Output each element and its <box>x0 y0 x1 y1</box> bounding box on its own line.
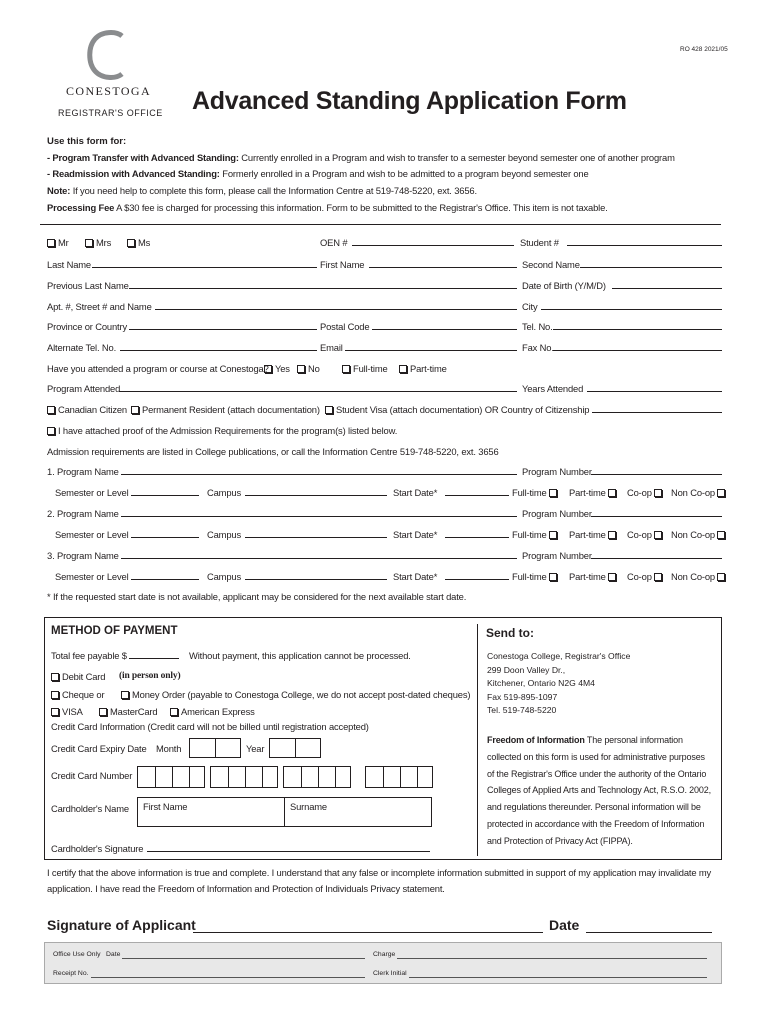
receipt-label: Receipt No. <box>53 970 89 977</box>
start-date-field[interactable] <box>445 529 509 538</box>
certify-line-1: I certify that the above information is true and complete. I understand that any false or incomplete information submitted in support of my application may invalidate my <box>47 867 712 878</box>
program-attended-field[interactable] <box>119 383 517 392</box>
no-checkbox[interactable] <box>297 365 305 373</box>
province-label: Province or Country <box>47 321 127 332</box>
parttime-label: Part-time <box>569 487 606 498</box>
semester-field[interactable] <box>131 571 199 580</box>
fax-label: Fax No. <box>522 342 554 353</box>
noncoop-option[interactable] <box>671 571 728 582</box>
note-bold: Note: <box>47 185 71 196</box>
attended-parttime-option[interactable] <box>399 363 447 374</box>
start-date-field[interactable] <box>445 487 509 496</box>
street-field[interactable] <box>155 301 517 310</box>
mastercard-label: MasterCard <box>110 706 158 717</box>
fee-bold: Processing Fee <box>47 202 115 213</box>
fulltime-label: Full-time <box>512 529 547 540</box>
campus-field[interactable] <box>245 529 387 538</box>
registrar-office: REGISTRAR'S OFFICE <box>58 108 163 118</box>
intro-item-1-bold: - Program Transfer with Advanced Standing: <box>47 152 239 163</box>
program-row <box>47 508 722 522</box>
campus-field[interactable] <box>245 487 387 496</box>
mrs-option[interactable] <box>85 237 111 248</box>
province-field[interactable] <box>129 321 317 330</box>
charge-label: Charge <box>373 951 396 958</box>
fulltime-label: Full-time <box>512 487 547 498</box>
footnote-row <box>47 591 722 605</box>
mrs-checkbox[interactable] <box>85 239 93 247</box>
ms-option[interactable] <box>127 237 150 248</box>
signature-date-field[interactable] <box>586 917 712 933</box>
cc-number-label: Credit Card Number <box>51 770 133 781</box>
ms-checkbox[interactable] <box>127 239 135 247</box>
year-label: Year <box>246 743 265 754</box>
foi-bold: Freedom of Information <box>487 735 585 745</box>
email-field[interactable] <box>345 342 517 351</box>
coop-option[interactable] <box>627 529 665 540</box>
parttime-checkbox[interactable] <box>608 489 616 497</box>
send-to-line: 299 Doon Valley Dr., <box>487 664 566 675</box>
debit-row <box>51 671 726 685</box>
send-to-line: Tel. 519-748-5220 <box>487 705 557 715</box>
cardholder-label: Cardholder's Name <box>51 803 129 814</box>
office-use-box <box>44 942 722 984</box>
cheque-checkbox[interactable] <box>51 691 59 699</box>
foi-line: protected in accordance with the Freedom of Information <box>487 819 705 829</box>
parttime-checkbox[interactable] <box>608 531 616 539</box>
foi-first-line <box>487 735 683 745</box>
country-field[interactable] <box>592 404 722 413</box>
program-number-label: Program Number <box>522 550 592 561</box>
noncoop-label: Non Co-op <box>671 487 715 498</box>
amex-label: American Express <box>181 706 255 717</box>
money-order-label: Money Order (payable to Conestoga College, we do not accept post-dated cheques) <box>132 689 471 700</box>
divider <box>40 224 721 225</box>
permanent-option[interactable] <box>131 404 320 415</box>
noncoop-checkbox[interactable] <box>717 531 725 539</box>
semester-label: Semester or Level <box>55 529 129 540</box>
program-row <box>47 466 722 480</box>
postal-field[interactable] <box>372 321 517 330</box>
cc-info-row <box>51 721 726 735</box>
start-date-field[interactable] <box>445 571 509 580</box>
money-order-checkbox[interactable] <box>121 691 129 699</box>
coop-label: Co-op <box>627 529 652 540</box>
charge-field[interactable] <box>397 951 707 959</box>
years-attended-label: Years Attended <box>522 383 584 394</box>
send-to-line: Kitchener, Ontario N2G 4M4 <box>487 678 595 688</box>
cardholder-surname-box[interactable] <box>284 797 432 827</box>
fee-text: A $30 fee is charged for processing this information. Form to be submitted to the Registrar's Office. This item is not taxable. <box>116 202 608 213</box>
parttime-checkbox[interactable] <box>608 573 616 581</box>
fax-field[interactable] <box>553 342 722 351</box>
intro-item-1-text: Currently enrolled in a Program and wish to transfer to a semester beyond semester one of another program <box>241 152 675 163</box>
clerk-field[interactable] <box>409 970 707 978</box>
foi-line: of the Registrar's Office under the authority of the Ontario <box>487 768 707 779</box>
amex-option[interactable] <box>170 706 255 717</box>
signature-field[interactable] <box>193 917 543 933</box>
amex-checkbox[interactable] <box>170 708 178 716</box>
ms-label: Ms <box>138 237 151 248</box>
proof-row <box>47 425 722 439</box>
date-label: Date <box>549 917 580 933</box>
conestoga-logo-icon <box>86 30 130 80</box>
noncoop-option[interactable] <box>671 529 728 540</box>
program-name-field[interactable] <box>121 550 517 559</box>
cheque-label: Cheque or <box>62 689 105 700</box>
yes-option[interactable] <box>264 363 290 374</box>
street-label: Apt. #, Street # and Name <box>47 301 152 312</box>
cardholder-first-name-label: First Name <box>143 801 188 812</box>
fulltime-label: Full-time <box>512 571 547 582</box>
campus-field[interactable] <box>245 571 387 580</box>
program-number-label: Program Number <box>522 466 592 477</box>
intro-item-1 <box>47 152 675 163</box>
card-type-row <box>51 706 726 720</box>
attended-question: Have you attended a program or course at Conestoga? <box>47 363 269 374</box>
first-name-field[interactable] <box>369 259 517 268</box>
page-title: Advanced Standing Application Form <box>192 87 627 115</box>
cheque-row <box>51 689 726 703</box>
coop-checkbox[interactable] <box>654 489 662 497</box>
visa-card-option[interactable] <box>51 706 83 717</box>
mr-checkbox[interactable] <box>47 239 55 247</box>
program-number-label: Program Number <box>522 508 592 519</box>
money-order-option[interactable] <box>121 689 470 700</box>
street-row <box>47 301 722 315</box>
cc-signature-label: Cardholder's Signature <box>51 843 144 854</box>
title-row <box>47 237 722 251</box>
program-row <box>47 550 722 564</box>
alt-tel-label: Alternate Tel. No. <box>47 342 117 353</box>
foi-line: and regulations thereunder. Personal information will be <box>487 802 701 813</box>
coop-option[interactable] <box>627 487 665 498</box>
mr-option[interactable] <box>47 237 69 248</box>
prev-last-name-field[interactable] <box>129 280 517 289</box>
campus-label: Campus <box>207 487 242 498</box>
campus-label: Campus <box>207 571 242 582</box>
send-to-line: Conestoga College, Registrar's Office <box>487 651 631 661</box>
parttime-option[interactable] <box>569 571 619 582</box>
expiry-month-box[interactable] <box>189 738 241 758</box>
parttime-label: Part-time <box>569 571 606 582</box>
coop-label: Co-op <box>627 571 652 582</box>
send-to-heading: Send to: <box>486 626 534 640</box>
alt-tel-field[interactable] <box>120 342 317 351</box>
cardholder-surname-label: Surname <box>290 801 327 812</box>
city-label: City <box>522 301 538 312</box>
use-form-for: Use this form for: <box>47 136 127 147</box>
debit-option[interactable] <box>51 671 105 682</box>
start-date-label: Start Date* <box>393 487 438 498</box>
canadian-option[interactable] <box>47 404 127 415</box>
attended-row <box>47 363 722 377</box>
program-number-field[interactable] <box>591 466 722 475</box>
intro-item-2-text: Formerly enrolled in a Program and wish to be admitted to a program beyond semester one <box>222 168 589 179</box>
foi-line: collected on this form is used for administrative purposes <box>487 751 705 762</box>
cc-group-2[interactable] <box>210 766 278 788</box>
expiry-label: Credit Card Expiry Date <box>51 743 147 754</box>
city-field[interactable] <box>541 301 722 310</box>
payment-heading: METHOD OF PAYMENT <box>51 625 178 637</box>
parttime-option[interactable] <box>569 487 619 498</box>
total-fee-field[interactable] <box>129 650 179 659</box>
tel-label: Tel. No. <box>522 321 553 332</box>
no-label: No <box>308 363 320 374</box>
noncoop-label: Non Co-op <box>671 529 715 540</box>
fulltime-checkbox[interactable] <box>549 573 557 581</box>
noncoop-option[interactable] <box>671 487 728 498</box>
program-name-field[interactable] <box>121 466 517 475</box>
prev-name-row <box>47 280 722 294</box>
program-detail-row <box>47 529 722 543</box>
semester-field[interactable] <box>131 529 199 538</box>
noncoop-checkbox[interactable] <box>717 573 725 581</box>
note-text: If you need help to complete this form, please call the Information Centre at 519-748-5220, ext. 3656. <box>72 185 477 196</box>
admission-note-row <box>47 446 722 460</box>
intro-item-2 <box>47 168 589 179</box>
fulltime-option[interactable] <box>512 571 560 582</box>
proof-option[interactable] <box>47 425 397 436</box>
program-name-field[interactable] <box>121 508 517 517</box>
coop-option[interactable] <box>627 571 665 582</box>
canadian-label: Canadian Citizen <box>58 404 127 415</box>
signature-label: Signature of Applicant <box>47 917 196 933</box>
dob-label: Date of Birth (Y/M/D) <box>522 280 606 291</box>
proof-label: I have attached proof of the Admission Requirements for the program(s) listed below. <box>58 425 398 436</box>
attended-fulltime-checkbox[interactable] <box>342 365 350 373</box>
receipt-field[interactable] <box>91 970 365 978</box>
alt-tel-row <box>47 342 722 356</box>
yes-checkbox[interactable] <box>264 365 272 373</box>
coop-checkbox[interactable] <box>654 573 662 581</box>
cc-signature-field[interactable] <box>147 843 430 852</box>
email-label: Email <box>320 342 343 353</box>
cheque-option[interactable] <box>51 689 104 700</box>
visa-option[interactable] <box>325 404 589 415</box>
province-row <box>47 321 722 335</box>
student-label: Student # <box>520 237 559 248</box>
program-number-field[interactable] <box>591 550 722 559</box>
cardholder-first-name-box[interactable] <box>137 797 285 827</box>
program-number-field[interactable] <box>591 508 722 517</box>
visa-status-checkbox[interactable] <box>325 406 333 414</box>
semester-field[interactable] <box>131 487 199 496</box>
program-attended-label: Program Attended <box>47 383 121 394</box>
visa-status-label: Student Visa (attach documentation) OR Country of Citizenship <box>336 404 590 415</box>
last-name-label: Last Name <box>47 259 91 270</box>
cc-group-3[interactable] <box>283 766 351 788</box>
parttime-option[interactable] <box>569 529 619 540</box>
semester-label: Semester or Level <box>55 487 129 498</box>
first-name-label: First Name <box>320 259 365 270</box>
attended-parttime-label: Part-time <box>410 363 447 374</box>
certify-line-2: application. I have read the Freedom of Information and Protection of Individuals Privacy statement. <box>47 883 445 894</box>
start-date-footnote: * If the requested start date is not available, applicant may be considered for the next available start date. <box>47 591 467 602</box>
no-option[interactable] <box>297 363 320 374</box>
canadian-checkbox[interactable] <box>47 406 55 414</box>
citizenship-row <box>47 404 722 418</box>
fulltime-option[interactable] <box>512 529 560 540</box>
program-detail-row <box>47 571 722 585</box>
send-to-line: Fax 519-895-1097 <box>487 691 558 702</box>
yes-label: Yes <box>275 363 290 374</box>
visa-card-checkbox[interactable] <box>51 708 59 716</box>
coop-label: Co-op <box>627 487 652 498</box>
program-name-label: 3. Program Name <box>47 550 119 561</box>
name-row <box>47 259 722 273</box>
permanent-checkbox[interactable] <box>131 406 139 414</box>
proof-checkbox[interactable] <box>47 427 55 435</box>
coop-checkbox[interactable] <box>654 531 662 539</box>
second-name-field[interactable] <box>580 259 722 268</box>
years-attended-field[interactable] <box>587 383 722 392</box>
cc-group-1[interactable] <box>137 766 205 788</box>
total-fee-label: Total fee payable $ <box>51 650 127 661</box>
noncoop-checkbox[interactable] <box>717 489 725 497</box>
without-payment-note: Without payment, this application cannot be processed. <box>189 650 411 661</box>
attended-parttime-checkbox[interactable] <box>399 365 407 373</box>
office-date-field[interactable] <box>122 951 365 959</box>
start-date-label: Start Date* <box>393 571 438 582</box>
processing-fee <box>47 202 608 213</box>
expiry-year-box[interactable] <box>269 738 321 758</box>
mr-label: Mr <box>58 237 69 248</box>
logo-name: CONESTOGA <box>66 84 152 98</box>
office-date-label: Date <box>106 951 121 958</box>
permanent-label: Permanent Resident (attach documentation) <box>142 404 320 415</box>
clerk-label: Clerk Initial <box>373 970 407 977</box>
foi-line: and Protection of Privacy Act (FIPPA). <box>487 835 633 846</box>
noncoop-label: Non Co-op <box>671 571 715 582</box>
attended-fulltime-option[interactable] <box>342 363 388 374</box>
program-name-label: 1. Program Name <box>47 466 119 477</box>
intro-item-2-bold: - Readmission with Advanced Standing: <box>47 168 220 179</box>
attended-fulltime-label: Full-time <box>353 363 388 374</box>
second-name-label: Second Name <box>522 259 580 270</box>
in-person-note: (in person only) <box>119 671 181 681</box>
cc-info-label: Credit Card Information (Credit card will not be billed until registration accepted) <box>51 721 369 732</box>
oen-label: OEN # <box>320 237 348 248</box>
tel-field[interactable] <box>553 321 722 330</box>
program-name-label: 2. Program Name <box>47 508 119 519</box>
mastercard-checkbox[interactable] <box>99 708 107 716</box>
start-date-label: Start Date* <box>393 529 438 540</box>
form-code: RO 428 2021/05 <box>680 46 728 53</box>
visa-card-label: VISA <box>62 706 83 717</box>
foi-line-0: The personal information <box>586 735 683 745</box>
program-attended-row <box>47 383 722 397</box>
postal-label: Postal Code <box>320 321 370 332</box>
fulltime-checkbox[interactable] <box>549 531 557 539</box>
program-detail-row <box>47 487 722 501</box>
mastercard-option[interactable] <box>99 706 157 717</box>
semester-label: Semester or Level <box>55 571 129 582</box>
foi-line: Colleges of Applied Arts and Technology Act, R.S.O. 2002, <box>487 785 711 796</box>
debit-label: Debit Card <box>62 671 106 682</box>
admission-note: Admission requirements are listed in College publications, or call the Information Centre 519-748-5220, ext. 3656 <box>47 446 499 457</box>
office-use-label: Office Use Only <box>53 951 101 958</box>
student-field[interactable] <box>567 237 722 246</box>
fulltime-option[interactable] <box>512 487 560 498</box>
dob-field[interactable] <box>612 280 722 289</box>
parttime-label: Part-time <box>569 529 606 540</box>
month-label: Month <box>156 743 182 754</box>
campus-label: Campus <box>207 529 242 540</box>
debit-checkbox[interactable] <box>51 673 59 681</box>
prev-last-name-label: Previous Last Name <box>47 280 129 291</box>
mrs-label: Mrs <box>96 237 112 248</box>
fulltime-checkbox[interactable] <box>549 489 557 497</box>
intro-note <box>47 185 477 196</box>
last-name-field[interactable] <box>92 259 317 268</box>
cc-group-4[interactable] <box>365 766 433 788</box>
oen-field[interactable] <box>352 237 514 246</box>
